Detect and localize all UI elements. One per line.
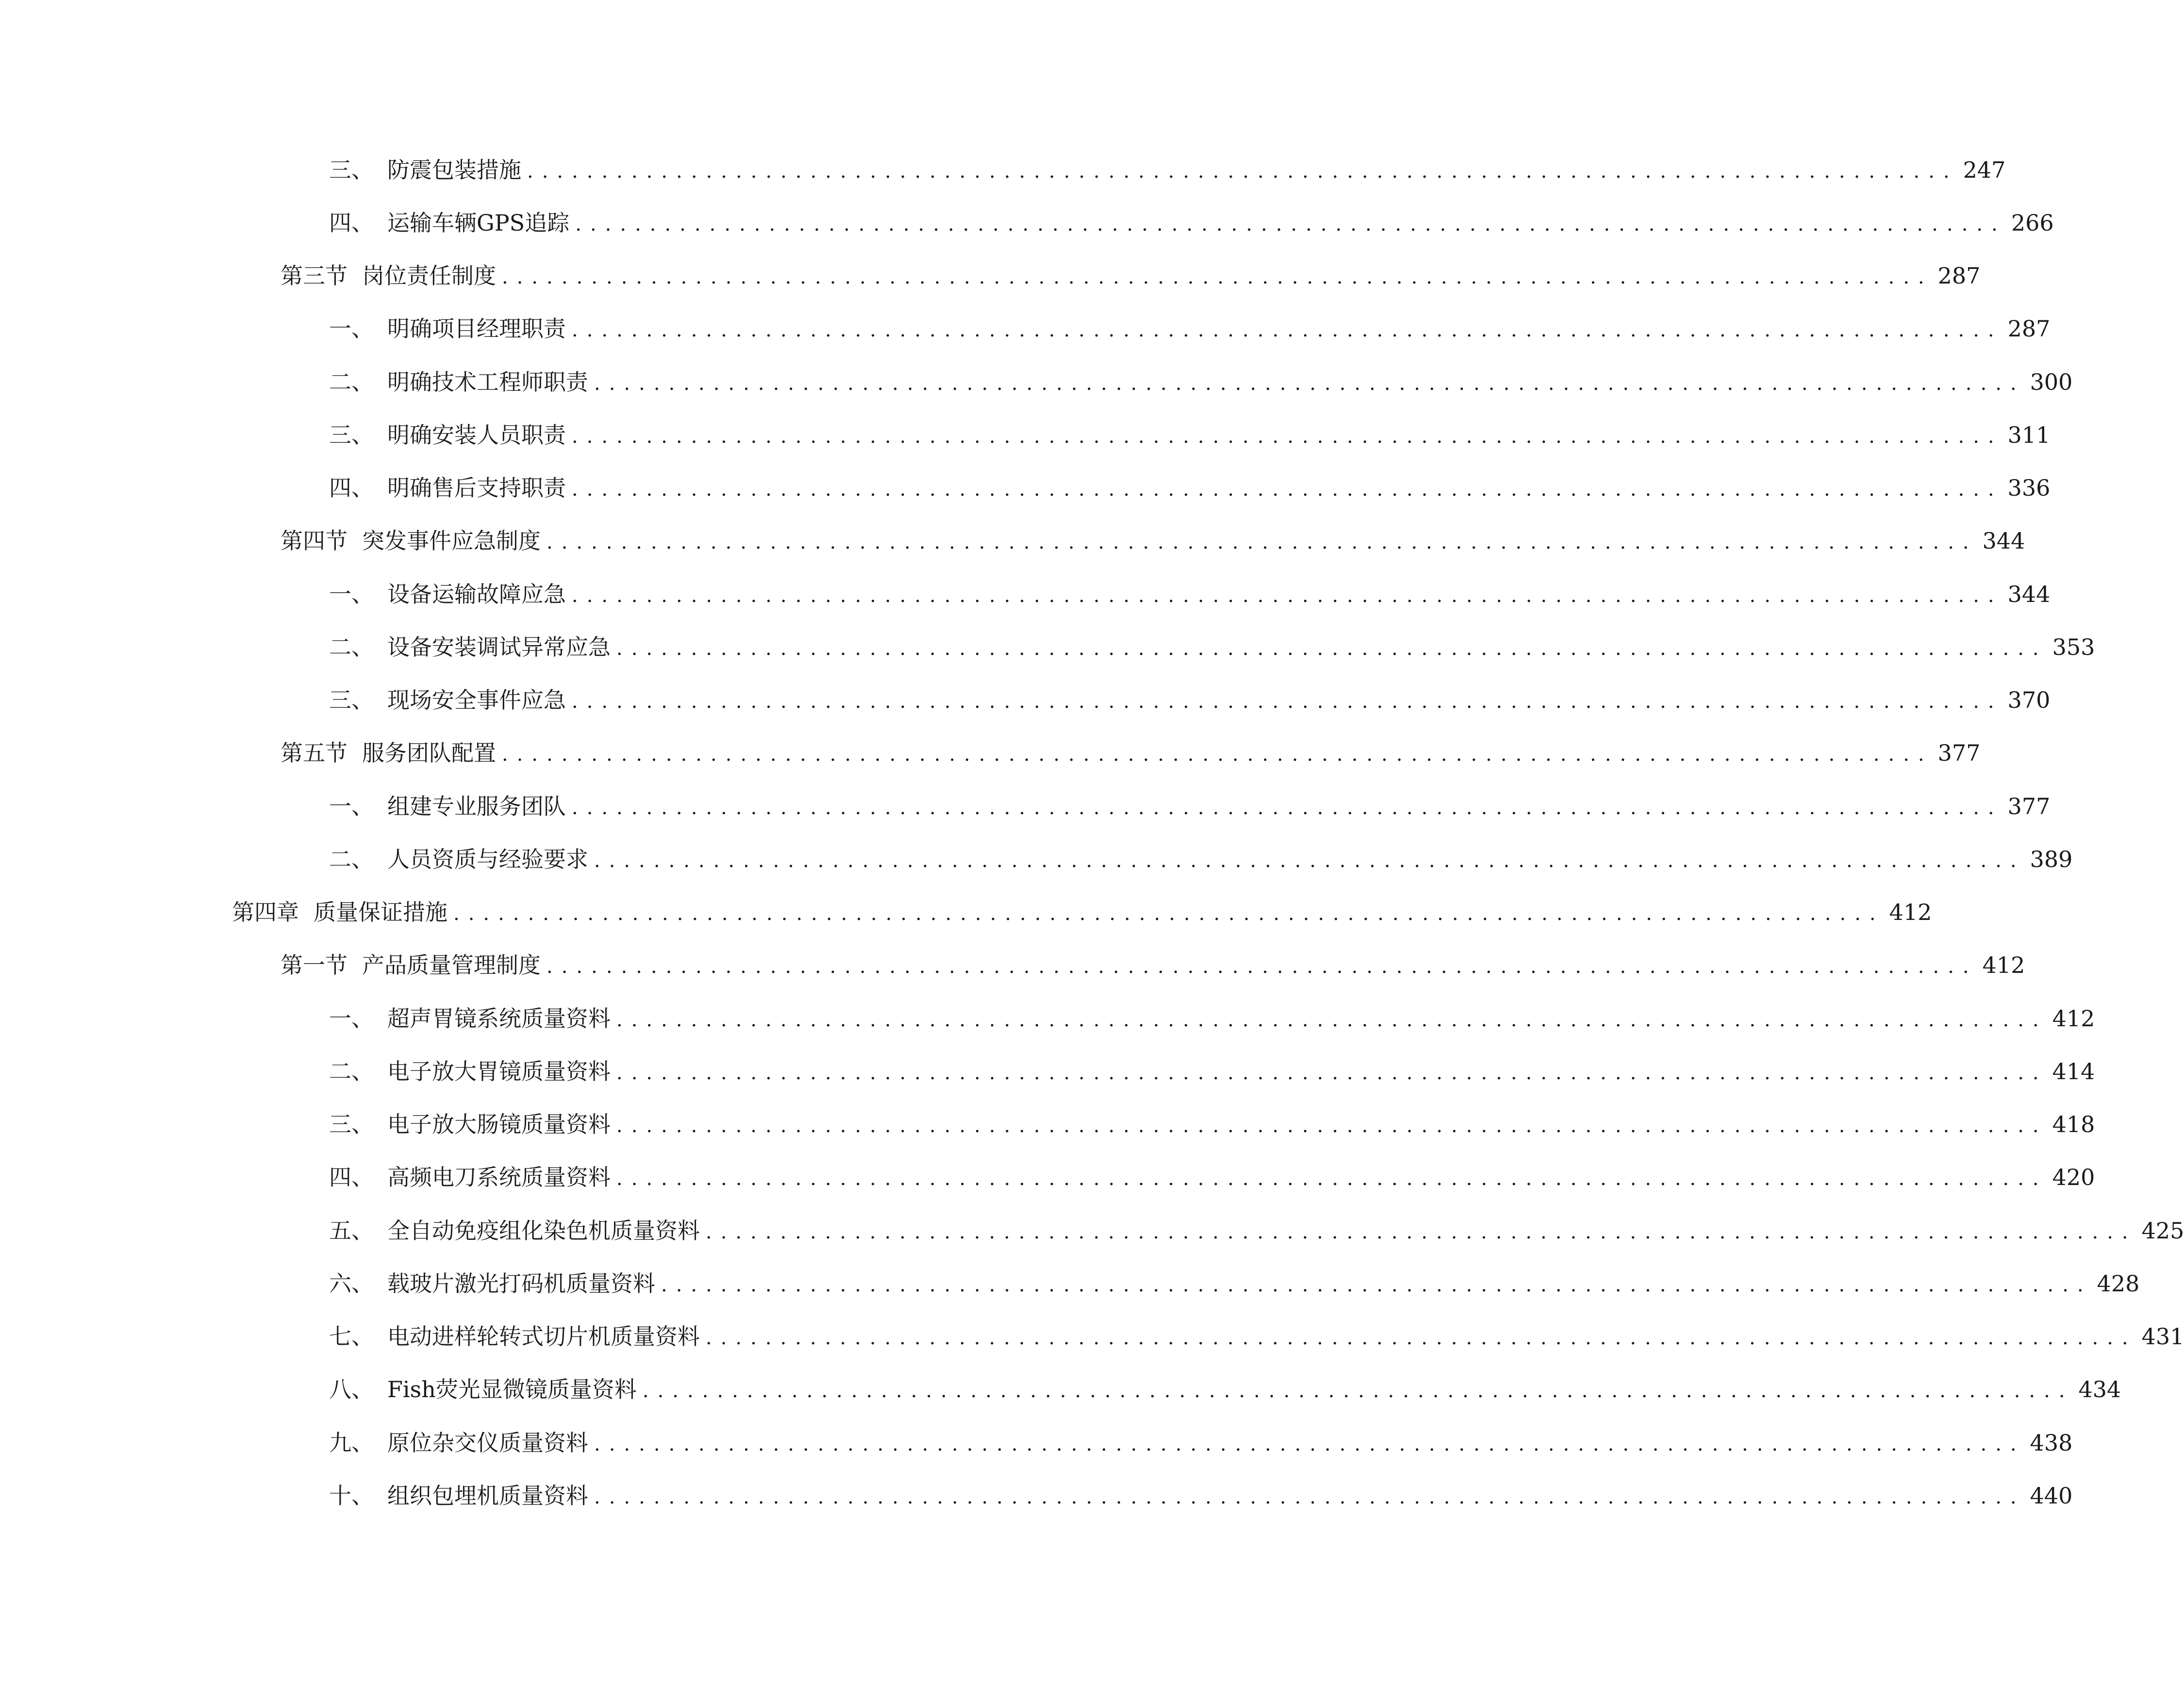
toc-entry-page: 266 — [2011, 210, 2054, 236]
toc-entry-title: 电动进样轮转式切片机质量资料 — [387, 1323, 700, 1350]
toc-dot-leader: ................................................................................................ — [572, 584, 2003, 607]
toc-entry-title: 服务团队配置 — [362, 740, 496, 766]
toc-dot-leader: ................................................................................................ — [572, 797, 2003, 819]
toc-entry-number: 八、 — [329, 1376, 374, 1402]
toc-entry-title: 设备运输故障应急 — [387, 581, 566, 607]
toc-dot-leader: ................................................................................................ — [706, 1327, 2137, 1349]
toc-entry[interactable] — [281, 524, 2025, 558]
toc-entry-number: 三、 — [329, 157, 374, 183]
toc-entry-title: 组织包埋机质量资料 — [387, 1483, 588, 1509]
toc-dot-leader: ................................................................................................ — [594, 850, 2025, 872]
toc-dot-leader: ................................................................................................ — [502, 743, 1933, 766]
toc-entry[interactable] — [329, 842, 2073, 876]
toc-entry[interactable] — [329, 365, 2073, 399]
toc-entry-page: 377 — [2007, 793, 2051, 819]
toc-dot-leader: ................................................................................................ — [527, 160, 1958, 183]
toc-dot-leader: ................................................................................................ — [616, 1115, 2048, 1137]
toc-entry-number: 四、 — [329, 210, 374, 236]
toc-entry[interactable] — [329, 418, 2051, 452]
toc-dot-leader: ................................................................................................ — [616, 1009, 2048, 1031]
toc-entry-number: 三、 — [329, 687, 374, 713]
toc-entry-number: 六、 — [329, 1270, 374, 1297]
toc-entry[interactable] — [329, 1319, 2184, 1353]
toc-entry-page: 428 — [2097, 1270, 2140, 1297]
toc-entry-page: 389 — [2030, 846, 2073, 872]
toc-entry-title: 电子放大肠镜质量资料 — [387, 1111, 611, 1137]
toc-dot-leader: ................................................................................................ — [706, 1221, 2137, 1243]
toc-entry[interactable] — [329, 206, 2054, 240]
toc-entry-label: 第五节 — [281, 740, 347, 766]
toc-dot-leader: ................................................................................................ — [642, 1380, 2074, 1402]
toc-entry-number: 七、 — [329, 1323, 374, 1350]
toc-entry-title: 全自动免疫组化染色机质量资料 — [387, 1218, 700, 1244]
toc-entry-number: 一、 — [329, 1005, 374, 1032]
toc-entry-page: 287 — [2007, 316, 2051, 342]
toc-entry-title: 设备安装调试异常应急 — [387, 634, 611, 660]
toc-entry[interactable] — [329, 1002, 2095, 1035]
toc-entry-title: 超声胃镜系统质量资料 — [387, 1005, 611, 1032]
toc-entry-page: 344 — [2007, 581, 2051, 607]
toc-entry-page: 434 — [2078, 1376, 2121, 1402]
toc-entry-number: 二、 — [329, 846, 374, 872]
toc-entry-page: 353 — [2052, 634, 2095, 660]
toc-entry-title: 产品质量管理制度 — [362, 952, 541, 978]
toc-dot-leader: ................................................................................................ — [594, 372, 2025, 395]
toc-entry-number: 一、 — [329, 581, 374, 607]
toc-entry-title: Fish荧光显微镜质量资料 — [387, 1376, 637, 1402]
toc-entry-page: 377 — [1937, 740, 1981, 766]
toc-entry[interactable] — [329, 312, 2051, 346]
toc-entry-page: 412 — [1889, 899, 1932, 925]
toc-entry-title: 载玻片激光打码机质量资料 — [387, 1270, 655, 1297]
toc-entry-number: 九、 — [329, 1430, 374, 1456]
toc-entry-title: 防震包装措施 — [387, 157, 521, 183]
toc-entry-title: 电子放大胃镜质量资料 — [387, 1058, 611, 1085]
toc-entry-label: 第三节 — [281, 263, 347, 289]
toc-entry[interactable] — [329, 630, 2095, 664]
toc-dot-leader: ................................................................................................ — [546, 531, 1978, 553]
toc-entry-label: 第四章 — [232, 899, 299, 925]
toc-entry-title: 人员资质与经验要求 — [387, 846, 588, 872]
toc-entry-label: 第四节 — [281, 528, 347, 554]
toc-dot-leader: ................................................................................................ — [616, 1168, 2048, 1190]
toc-dot-leader: ................................................................................................ — [594, 1433, 2025, 1455]
toc-dot-leader: ................................................................................................ — [661, 1274, 2092, 1296]
toc-entry-page: 412 — [1982, 952, 2025, 978]
toc-entry[interactable] — [232, 895, 1932, 929]
toc-entry[interactable] — [329, 153, 2006, 187]
toc-entry[interactable] — [329, 1054, 2095, 1088]
toc-entry-number: 十、 — [329, 1483, 374, 1509]
toc-entry-label: 第一节 — [281, 952, 347, 978]
toc-entry[interactable] — [329, 683, 2051, 717]
toc-entry[interactable] — [329, 1479, 2073, 1513]
toc-entry-page: 247 — [1963, 157, 2006, 183]
toc-entry-page: 425 — [2141, 1218, 2184, 1244]
toc-entry[interactable] — [281, 948, 2025, 982]
toc-entry-title: 运输车辆GPS追踪 — [387, 210, 570, 236]
toc-dot-leader: ................................................................................................ — [546, 955, 1978, 978]
toc-entry-number: 二、 — [329, 634, 374, 660]
toc-entry-number: 一、 — [329, 793, 374, 819]
toc-entry-page: 370 — [2007, 687, 2051, 713]
toc-entry-page: 414 — [2052, 1058, 2095, 1085]
toc-entry-number: 四、 — [329, 475, 374, 501]
toc-entry-title: 岗位责任制度 — [362, 263, 496, 289]
toc-entry[interactable] — [329, 1107, 2095, 1141]
toc-entry[interactable] — [281, 259, 1981, 293]
toc-entry-page: 418 — [2052, 1111, 2095, 1137]
toc-entry-title: 明确安装人员职责 — [387, 422, 566, 448]
toc-entry-title: 现场安全事件应急 — [387, 687, 566, 713]
toc-entry-number: 二、 — [329, 369, 374, 395]
toc-entry-page: 311 — [2007, 422, 2051, 448]
toc-entry[interactable] — [329, 1426, 2073, 1460]
toc-entry[interactable] — [329, 471, 2051, 505]
toc-entry-number: 五、 — [329, 1218, 374, 1244]
toc-entry-page: 300 — [2030, 369, 2073, 395]
toc-entry-title: 明确项目经理职责 — [387, 316, 566, 342]
toc-entry-page: 412 — [2052, 1005, 2095, 1032]
toc-entry[interactable] — [329, 1267, 2140, 1301]
toc-entry[interactable] — [329, 1160, 2095, 1194]
toc-entry[interactable] — [329, 1214, 2184, 1248]
toc-entry-number: 三、 — [329, 1111, 374, 1137]
toc-dot-leader: ................................................................................................ — [572, 690, 2003, 713]
toc-entry-number: 二、 — [329, 1058, 374, 1085]
toc-dot-leader: ................................................................................................ — [572, 478, 2003, 501]
toc-entry-title: 质量保证措施 — [314, 899, 447, 925]
toc-entry[interactable] — [329, 577, 2051, 611]
toc-dot-leader: ................................................................................................ — [453, 902, 1885, 925]
toc-entry[interactable] — [329, 789, 2051, 823]
toc-entry-page: 344 — [1982, 528, 2025, 554]
toc-entry-title: 明确技术工程师职责 — [387, 369, 588, 395]
toc-entry[interactable] — [329, 1372, 2121, 1406]
toc-entry-number: 四、 — [329, 1164, 374, 1190]
toc-dot-leader: ................................................................................................ — [616, 637, 2048, 660]
toc-entry-title: 明确售后支持职责 — [387, 475, 566, 501]
toc-entry-page: 440 — [2030, 1483, 2073, 1509]
toc-entry-page: 438 — [2030, 1430, 2073, 1456]
toc-entry-page: 287 — [1937, 263, 1981, 289]
toc-dot-leader: ................................................................................................ — [502, 266, 1933, 288]
toc-dot-leader: ................................................................................................ — [594, 1486, 2025, 1508]
toc-entry-page: 336 — [2007, 475, 2051, 501]
toc-entry-title: 组建专业服务团队 — [387, 793, 566, 819]
toc-dot-leader: ................................................................................................ — [572, 319, 2003, 341]
toc-entry-number: 一、 — [329, 316, 374, 342]
toc-dot-leader: ................................................................................................ — [616, 1062, 2048, 1084]
toc-dot-leader: ................................................................................................ — [575, 213, 2006, 235]
toc-entry-title: 高频电刀系统质量资料 — [387, 1164, 611, 1190]
toc-entry-title: 原位杂交仪质量资料 — [387, 1430, 588, 1456]
toc-entry[interactable] — [281, 736, 1981, 770]
toc-entry-page: 431 — [2141, 1323, 2184, 1350]
toc-entry-title: 突发事件应急制度 — [362, 528, 541, 554]
toc-entry-number: 三、 — [329, 422, 374, 448]
toc-dot-leader: ................................................................................................ — [572, 425, 2003, 448]
toc-entry-page: 420 — [2052, 1164, 2095, 1190]
